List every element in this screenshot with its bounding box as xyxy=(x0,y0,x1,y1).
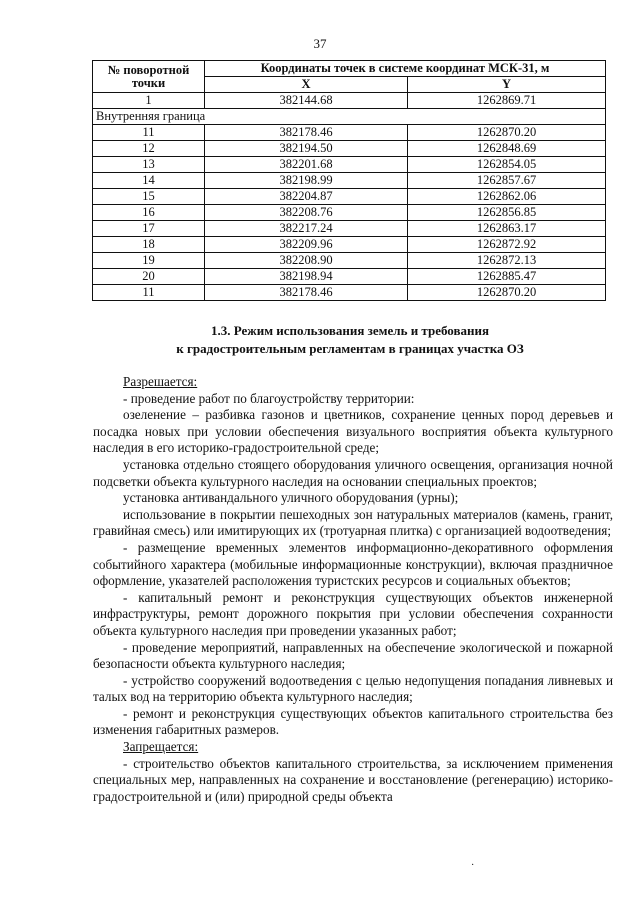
y-cell: 1262872.92 xyxy=(408,237,606,253)
table-row xyxy=(93,173,606,189)
x-cell: 382198.99 xyxy=(205,173,408,189)
y-cell: 1262870.20 xyxy=(408,285,606,301)
y-cell: 1262862.06 xyxy=(408,189,606,205)
point-cell: 1 xyxy=(93,93,205,109)
point-cell: 11 xyxy=(93,125,205,141)
allowed-item: - ремонт и реконструкция существующих объектов капитального строительства без изменения габаритных размеров. xyxy=(93,705,613,738)
point-cell: 16 xyxy=(93,205,205,221)
y-cell: 1262857.67 xyxy=(408,173,606,189)
point-cell: 20 xyxy=(93,269,205,285)
x-cell: 382178.46 xyxy=(205,125,408,141)
allowed-item: - проведение работ по благоустройству территории: xyxy=(123,390,415,406)
y-cell: 1262848.69 xyxy=(408,141,606,157)
allowed-item: - устройство сооружений водоотведения с целью недопущения попадания ливневых и талых вод на территорию объекта культурного наследия; xyxy=(93,672,613,705)
point-cell: 19 xyxy=(93,253,205,269)
allowed-item: - капитальный ремонт и реконструкция существующих объектов инженерной инфраструктуры, ремонт дорожного покрытия при условии обеспечения сохранности объекта культурного наследия при проведении указанных работ; xyxy=(93,589,613,638)
point-cell: 18 xyxy=(93,237,205,253)
x-header: X xyxy=(205,77,408,93)
page-number: 37 xyxy=(313,36,327,51)
allowed-item: - проведение мероприятий, направленных на обеспечение экологической и пожарной безопасности объекта культурного наследия; xyxy=(93,639,613,672)
x-cell: 382204.87 xyxy=(205,189,408,205)
prohibited-label: Запрещается: xyxy=(123,739,199,755)
x-cell: 382201.68 xyxy=(205,157,408,173)
y-cell: 1262863.17 xyxy=(408,221,606,237)
x-cell: 382198.94 xyxy=(205,269,408,285)
x-cell: 382208.90 xyxy=(205,253,408,269)
point-cell: 14 xyxy=(93,173,205,189)
table-row xyxy=(93,269,606,285)
heading-line-2: к градостроительным регламентам в границах участка ОЗ xyxy=(176,341,524,356)
heading-line-1: 1.3. Режим использования земель и требования xyxy=(210,323,490,338)
y-cell: 1262869.71 xyxy=(408,93,606,109)
coordinates-table xyxy=(92,60,606,301)
point-cell: 13 xyxy=(93,157,205,173)
table-row xyxy=(93,205,606,221)
x-cell: 382194.50 xyxy=(205,141,408,157)
x-cell: 382144.68 xyxy=(205,93,408,109)
table-row xyxy=(93,93,606,109)
table-row xyxy=(93,237,606,253)
table-row xyxy=(93,125,606,141)
regulations-text xyxy=(93,374,613,805)
point-cell: 15 xyxy=(93,189,205,205)
point-cell: 17 xyxy=(93,221,205,237)
table-row xyxy=(93,157,606,173)
section-heading xyxy=(60,322,640,358)
y-header: Y xyxy=(408,77,606,93)
y-cell: 1262870.20 xyxy=(408,125,606,141)
table-row xyxy=(93,141,606,157)
section-row xyxy=(93,109,606,125)
table-row xyxy=(93,253,606,269)
x-cell: 382217.24 xyxy=(205,221,408,237)
table-header-row xyxy=(93,61,606,77)
table-row xyxy=(93,189,606,205)
x-cell: 382178.46 xyxy=(205,285,408,301)
allowed-item: установка антивандального уличного оборудования (урны); xyxy=(123,490,459,506)
page-mark: · xyxy=(471,860,475,871)
point-cell: 11 xyxy=(93,285,205,301)
allowed-item: использование в покрытии пешеходных зон натуральных материалов (камень, гранит, гравийная смесь) или имитирующих их (тротуарная плитка) с организацией водоотведения; xyxy=(93,506,613,539)
y-cell: 1262885.47 xyxy=(408,269,606,285)
prohibited-item: - строительство объектов капитального строительства, за исключением применения специальных мер, направленных на сохранение и восстановление (регенерацию) историко-градостроительной и (или) природной среды объекта xyxy=(93,755,613,804)
y-cell: 1262856.85 xyxy=(408,205,606,221)
x-cell: 382209.96 xyxy=(205,237,408,253)
point-number-header: № поворотной точки xyxy=(93,61,205,93)
table-row xyxy=(93,285,606,301)
point-cell: 12 xyxy=(93,141,205,157)
allowed-item: установка отдельно стоящего оборудования уличного освещения, организация ночной подсветки объекта культурного наследия на основании специальных проектов; xyxy=(93,456,613,489)
coordinates-header: Координаты точек в системе координат МСК-31, м xyxy=(205,61,606,77)
allowed-item: - размещение временных элементов информационно-декоративного оформления событийного характера (мобильные информационные конструкции), включая праздничное оформление, указателей расположения туристских ресурсов и социальных объектов; xyxy=(93,539,613,589)
allowed-item: озеленение – разбивка газонов и цветников, сохранение ценных пород деревьев и посадка новых при условии обеспечения визуального восприятия объекта культурного наследия в его историко-градостроительной среде; xyxy=(93,407,613,456)
table-row xyxy=(93,221,606,237)
x-cell: 382208.76 xyxy=(205,205,408,221)
y-cell: 1262872.13 xyxy=(408,253,606,269)
allowed-label: Разрешается: xyxy=(123,374,198,389)
section-label: Внутренняя граница xyxy=(93,109,606,125)
y-cell: 1262854.05 xyxy=(408,157,606,173)
